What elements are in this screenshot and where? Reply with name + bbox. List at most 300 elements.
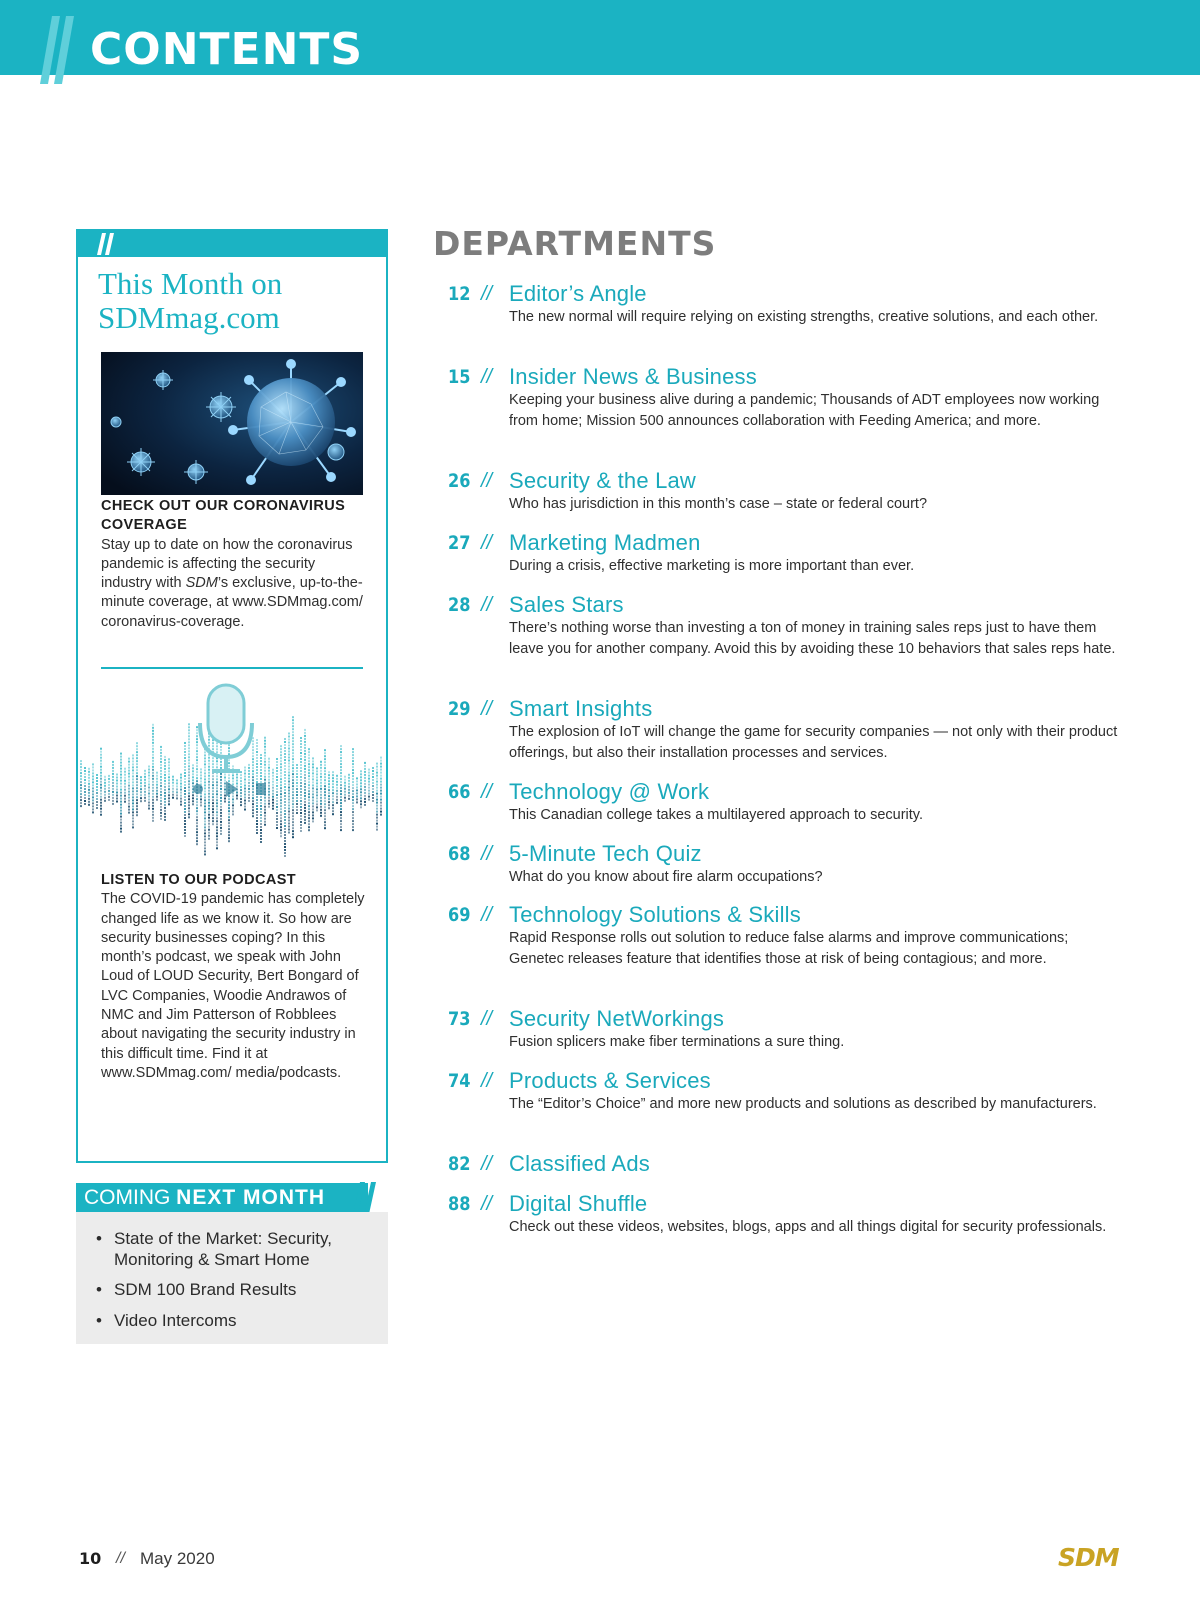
sound-wave-dot — [168, 770, 170, 772]
sound-wave-dot — [284, 831, 286, 833]
sound-wave-dot — [292, 827, 294, 829]
sound-wave-dot — [340, 829, 342, 831]
sound-wave-dot — [260, 796, 262, 798]
sound-wave-dot — [292, 824, 294, 826]
department-title[interactable]: Digital Shuffle — [509, 1191, 648, 1216]
sound-wave-dot — [188, 780, 190, 782]
sound-wave-dot — [292, 803, 294, 805]
department-title[interactable]: Sales Stars — [509, 592, 624, 617]
sound-wave-dot — [284, 819, 286, 821]
sound-wave-dot — [164, 807, 166, 809]
sound-wave-dot — [252, 746, 254, 748]
department-title[interactable]: 5-Minute Tech Quiz — [509, 841, 702, 866]
department-page-number: 27 — [448, 532, 471, 554]
sound-wave-dot — [304, 774, 306, 776]
sound-wave-dot — [212, 775, 214, 777]
sound-wave-dot — [380, 793, 382, 795]
sound-wave-dot — [280, 769, 282, 771]
sound-wave-dot — [352, 778, 354, 780]
sound-wave-dot — [360, 791, 362, 793]
sound-wave-dot — [152, 772, 154, 774]
sound-wave-dot — [368, 778, 370, 780]
department-title[interactable]: Security NetWorkings — [509, 1006, 725, 1031]
next-month-label: NEXT MONTH — [176, 1186, 325, 1209]
sound-wave-dot — [268, 761, 270, 763]
sound-wave-dot — [204, 826, 206, 828]
sound-wave-dot — [324, 773, 326, 775]
sound-wave-dot — [352, 769, 354, 771]
sound-wave-dot — [228, 834, 230, 836]
sound-wave-dot — [352, 820, 354, 822]
sound-wave-dot — [380, 784, 382, 786]
sound-wave-dot — [340, 760, 342, 762]
sound-wave-dot — [200, 771, 202, 773]
sound-wave-dot — [276, 824, 278, 826]
sound-wave-dot — [292, 728, 294, 730]
sound-wave-dot — [316, 788, 318, 790]
sound-wave-dot — [220, 800, 222, 802]
sound-wave-dot — [208, 814, 210, 816]
sound-wave-dot — [160, 794, 162, 796]
sound-wave-dot — [252, 797, 254, 799]
sound-wave-dot — [280, 820, 282, 822]
sound-wave-dot — [304, 771, 306, 773]
sound-wave-dot — [324, 794, 326, 796]
sound-wave-dot — [152, 799, 154, 801]
sound-wave-dot — [376, 784, 378, 786]
sound-wave-dot — [352, 808, 354, 810]
sound-wave-dot — [188, 723, 190, 725]
sound-wave-dot — [156, 790, 158, 792]
sound-wave-dot — [260, 826, 262, 828]
sound-wave-dot — [324, 815, 326, 817]
department-separator: // — [481, 1008, 493, 1030]
sound-wave-dot — [180, 780, 182, 782]
sound-wave-dot — [216, 763, 218, 765]
sound-wave-dot — [100, 808, 102, 810]
list-item-text: SDM 100 Brand Results — [114, 1280, 297, 1299]
sound-wave-dot — [136, 796, 138, 798]
sound-wave-dot — [308, 799, 310, 801]
sound-wave-dot — [284, 744, 286, 746]
sound-wave-dot — [124, 792, 126, 794]
department-title[interactable]: Smart Insights — [509, 696, 653, 721]
sound-wave-dot — [356, 792, 358, 794]
sound-wave-dot — [216, 787, 218, 789]
sound-wave-dot — [212, 763, 214, 765]
sound-wave-dot — [204, 787, 206, 789]
sound-wave-dot — [300, 737, 302, 739]
sound-wave-dot — [96, 798, 98, 800]
sound-wave-dot — [212, 790, 214, 792]
sound-wave-dot — [252, 806, 254, 808]
sound-wave-dot — [204, 814, 206, 816]
sound-wave-dot — [216, 838, 218, 840]
sound-wave-dot — [180, 789, 182, 791]
sound-wave-dot — [192, 779, 194, 781]
sound-wave-dot — [256, 748, 258, 750]
sound-wave-dot — [284, 843, 286, 845]
sound-wave-dot — [252, 815, 254, 817]
sound-wave-dot — [184, 811, 186, 813]
sound-wave-dot — [376, 826, 378, 828]
sound-wave-dot — [308, 751, 310, 753]
sound-wave-dot — [300, 803, 302, 805]
sound-wave-dot — [344, 794, 346, 796]
sound-wave-dot — [148, 769, 150, 771]
sound-wave-dot — [324, 821, 326, 823]
sound-wave-dot — [340, 769, 342, 771]
sound-wave-dot — [120, 783, 122, 785]
sound-wave-dot — [300, 779, 302, 781]
sound-wave-dot — [236, 780, 238, 782]
sound-wave-dot — [148, 781, 150, 783]
sound-wave-dot — [96, 783, 98, 785]
sound-wave-dot — [300, 815, 302, 817]
sound-wave-dot — [232, 777, 234, 779]
sound-wave-dot — [200, 777, 202, 779]
sound-wave-dot — [292, 800, 294, 802]
sound-wave-dot — [264, 818, 266, 820]
sound-wave-dot — [268, 794, 270, 796]
sound-wave-dot — [340, 820, 342, 822]
sound-wave-dot — [152, 817, 154, 819]
sound-wave-dot — [272, 802, 274, 804]
sound-wave-dot — [140, 785, 142, 787]
sound-wave-dot — [228, 774, 230, 776]
sound-wave-dot — [256, 739, 258, 741]
sound-wave-dot — [372, 800, 374, 802]
sound-wave-dot — [120, 789, 122, 791]
podcast-controls — [193, 781, 266, 797]
sound-wave-dot — [372, 773, 374, 775]
sound-wave-dot — [340, 775, 342, 777]
sound-wave-dot — [148, 772, 150, 774]
sound-wave-dot — [96, 792, 98, 794]
sound-wave-dot — [192, 803, 194, 805]
coronavirus-body-link[interactable]: ’s exclusive, up-to-the-minute coverage, at www.SDMmag.com/ coronavirus-coverage. — [101, 575, 363, 630]
sound-wave-dot — [292, 719, 294, 721]
sound-wave-dot — [224, 801, 226, 803]
sound-wave-dot — [292, 818, 294, 820]
sound-wave-dot — [288, 832, 290, 834]
sound-wave-dot — [232, 807, 234, 809]
department-title[interactable]: Products & Services — [509, 1068, 711, 1093]
sound-wave-dot — [216, 802, 218, 804]
sound-wave-dot — [268, 782, 270, 784]
sound-wave-dot — [328, 807, 330, 809]
sound-wave-dot — [332, 771, 334, 773]
sound-wave-dot — [80, 802, 82, 804]
sound-wave-dot — [364, 765, 366, 767]
sound-wave-dot — [280, 781, 282, 783]
sound-wave-dot — [372, 788, 374, 790]
department-title[interactable]: Marketing Madmen — [509, 530, 701, 555]
sound-wave-dot — [208, 775, 210, 777]
sound-wave-dot — [284, 801, 286, 803]
sound-wave-dot — [128, 809, 130, 811]
sound-wave-dot — [368, 787, 370, 789]
sound-wave-dot — [144, 773, 146, 775]
sound-wave-dot — [196, 840, 198, 842]
sound-wave-dot — [288, 793, 290, 795]
sound-wave-dot — [96, 777, 98, 779]
sound-wave-dot — [272, 772, 274, 774]
sound-wave-dot — [328, 777, 330, 779]
department-title[interactable]: Technology Solutions & Skills — [509, 902, 801, 927]
sound-wave-dot — [216, 829, 218, 831]
sound-wave-dot — [212, 778, 214, 780]
sound-wave-dot — [360, 770, 362, 772]
sound-wave-dot — [140, 782, 142, 784]
sound-wave-dot — [240, 798, 242, 800]
department-title[interactable]: Security & the Law — [509, 468, 697, 493]
sound-wave-dot — [152, 727, 154, 729]
sound-wave-dot — [180, 795, 182, 797]
sound-wave-dot — [284, 771, 286, 773]
sound-wave-dot — [260, 766, 262, 768]
sound-wave-dot — [368, 784, 370, 786]
sound-wave-dot — [304, 792, 306, 794]
sound-wave-dot — [136, 763, 138, 765]
sound-wave-dot — [376, 766, 378, 768]
sound-wave-dot — [304, 789, 306, 791]
sound-wave-dot — [300, 758, 302, 760]
sound-wave-dot — [288, 775, 290, 777]
department-title[interactable]: Classified Ads — [509, 1151, 650, 1176]
sound-wave-dot — [152, 760, 154, 762]
sound-wave-dot — [264, 737, 266, 739]
sound-wave-dot — [148, 802, 150, 804]
sound-wave-dot — [132, 784, 134, 786]
sound-wave-dot — [304, 786, 306, 788]
sound-wave-dot — [372, 794, 374, 796]
sound-wave-dot — [324, 770, 326, 772]
sound-wave-dot — [80, 760, 82, 762]
sound-wave-dot — [88, 804, 90, 806]
sound-wave-dot — [188, 729, 190, 731]
sound-wave-dot — [152, 802, 154, 804]
sound-wave-dot — [340, 823, 342, 825]
sound-wave-dot — [252, 767, 254, 769]
sound-wave-dot — [252, 794, 254, 796]
sound-wave-dot — [164, 804, 166, 806]
sound-wave-dot — [104, 797, 106, 799]
department-title[interactable]: Editor’s Angle — [509, 281, 647, 306]
sound-wave-dot — [200, 774, 202, 776]
sound-wave-dot — [292, 743, 294, 745]
sound-wave-dot — [260, 781, 262, 783]
sound-wave-dot — [104, 782, 106, 784]
sound-wave-dot — [284, 753, 286, 755]
sound-wave-dot — [288, 769, 290, 771]
sound-wave-dot — [252, 743, 254, 745]
sound-wave-dot — [204, 829, 206, 831]
sound-wave-dot — [188, 783, 190, 785]
sound-wave-dot — [308, 778, 310, 780]
sound-wave-image[interactable] — [78, 679, 386, 869]
sound-wave-dot — [364, 762, 366, 764]
sound-wave-dot — [280, 808, 282, 810]
sound-wave-dot — [184, 766, 186, 768]
coronavirus-image[interactable] — [101, 352, 363, 495]
sound-wave-dot — [296, 809, 298, 811]
sound-wave-dot — [204, 844, 206, 846]
sound-wave-dot — [268, 788, 270, 790]
sound-wave-dot — [228, 810, 230, 812]
department-page-number: 68 — [448, 843, 471, 865]
sound-wave-dot — [332, 792, 334, 794]
sound-wave-dot — [148, 796, 150, 798]
sound-wave-dot — [120, 786, 122, 788]
sound-wave-dot — [208, 790, 210, 792]
sound-wave-dot — [180, 786, 182, 788]
sound-wave-dot — [184, 763, 186, 765]
sound-wave-dot — [204, 847, 206, 849]
department-description: The explosion of IoT will change the game for security companies — not only with their product offerings, but also their installation processes and services. — [509, 724, 1118, 761]
sound-wave-dot — [132, 805, 134, 807]
sound-wave-dot — [184, 748, 186, 750]
sound-wave-dot — [364, 774, 366, 776]
sound-wave-dot — [196, 837, 198, 839]
sound-wave-dot — [188, 789, 190, 791]
sound-wave-dot — [160, 797, 162, 799]
sound-wave-dot — [80, 769, 82, 771]
sound-wave-dot — [260, 760, 262, 762]
sound-wave-dot — [212, 781, 214, 783]
sound-wave-dot — [216, 817, 218, 819]
sound-wave-dot — [148, 775, 150, 777]
sound-wave-dot — [288, 736, 290, 738]
sound-wave-dot — [136, 754, 138, 756]
sound-wave-dot — [276, 818, 278, 820]
sound-wave-dot — [376, 799, 378, 801]
sound-wave-dot — [284, 780, 286, 782]
sound-wave-dot — [284, 741, 286, 743]
sound-wave-dot — [120, 780, 122, 782]
sound-wave-dot — [216, 805, 218, 807]
sound-wave-dot — [216, 766, 218, 768]
sound-wave-dot — [360, 788, 362, 790]
sound-wave-dot — [264, 761, 266, 763]
sound-wave-dot — [164, 801, 166, 803]
sound-wave-dot — [324, 752, 326, 754]
sound-wave-dot — [300, 797, 302, 799]
sound-wave-dot — [208, 787, 210, 789]
sound-wave-dot — [312, 766, 314, 768]
sound-wave-dot — [164, 792, 166, 794]
sound-wave-dot — [272, 808, 274, 810]
department-separator: // — [481, 781, 493, 803]
sound-wave-dot — [272, 796, 274, 798]
sound-wave-dot — [132, 781, 134, 783]
sound-wave-dot — [128, 758, 130, 760]
sound-wave-dot — [296, 800, 298, 802]
sound-wave-dot — [276, 773, 278, 775]
sound-wave-dot — [196, 735, 198, 737]
sound-wave-dot — [152, 790, 154, 792]
sound-wave-dot — [172, 785, 174, 787]
podcast-block — [101, 871, 369, 1083]
sound-wave-dot — [300, 782, 302, 784]
department-title[interactable]: Technology @ Work — [509, 779, 710, 804]
sound-wave-dot — [188, 768, 190, 770]
sound-wave-dot — [256, 796, 258, 798]
sound-wave-dot — [288, 802, 290, 804]
sound-wave-dot — [376, 781, 378, 783]
sound-wave-dot — [112, 797, 114, 799]
sound-wave-dot — [100, 757, 102, 759]
sound-wave-dot — [292, 731, 294, 733]
sound-wave-dot — [332, 783, 334, 785]
sound-wave-dot — [304, 795, 306, 797]
sound-wave-dot — [244, 800, 246, 802]
sound-wave-dot — [340, 751, 342, 753]
sound-wave-dot — [284, 813, 286, 815]
sound-wave-dot — [296, 776, 298, 778]
sound-wave-dot — [168, 785, 170, 787]
sound-wave-dot — [260, 769, 262, 771]
sound-wave-dot — [340, 817, 342, 819]
sound-wave-dot — [260, 820, 262, 822]
sound-wave-dot — [80, 805, 82, 807]
sound-wave-dot — [144, 770, 146, 772]
sound-wave-dot — [332, 795, 334, 797]
sidebar-divider — [101, 667, 363, 669]
sound-wave-dot — [304, 822, 306, 824]
sound-wave-dot — [288, 742, 290, 744]
sound-wave-dot — [304, 798, 306, 800]
sound-wave-dot — [196, 741, 198, 743]
sound-wave-dot — [352, 781, 354, 783]
sound-wave-dot — [252, 758, 254, 760]
sound-wave-dot — [120, 801, 122, 803]
sound-wave-dot — [260, 832, 262, 834]
sound-wave-dot — [184, 835, 186, 837]
sound-wave-dot — [268, 773, 270, 775]
sound-wave-dot — [228, 777, 230, 779]
sound-wave-dot — [112, 776, 114, 778]
sound-wave-dot — [352, 802, 354, 804]
sound-wave-dot — [332, 813, 334, 815]
sound-wave-dot — [152, 805, 154, 807]
sound-wave-dot — [304, 750, 306, 752]
sound-wave-dot — [308, 775, 310, 777]
department-title[interactable]: Insider News & Business — [509, 364, 757, 389]
sound-wave-dot — [320, 782, 322, 784]
sound-wave-dot — [152, 766, 154, 768]
sound-wave-dot — [228, 837, 230, 839]
sound-wave-dot — [324, 806, 326, 808]
sound-wave-dot — [264, 743, 266, 745]
department-description: The “Editor’s Choice” and more new products and solutions as described by manufacturers. — [509, 1096, 1097, 1112]
page-title: CONTENTS — [90, 24, 364, 75]
sound-wave-dot — [240, 774, 242, 776]
sound-wave-dot — [324, 779, 326, 781]
sound-wave-dot — [132, 793, 134, 795]
sound-wave-dot — [340, 793, 342, 795]
sound-wave-dot — [96, 807, 98, 809]
sound-wave-dot — [232, 795, 234, 797]
sound-wave-dot — [320, 806, 322, 808]
sound-wave-dot — [304, 780, 306, 782]
sound-wave-dot — [252, 749, 254, 751]
sound-wave-dot — [176, 785, 178, 787]
sound-wave-dot — [184, 793, 186, 795]
sound-wave-dot — [152, 754, 154, 756]
sound-wave-dot — [316, 770, 318, 772]
sound-wave-dot — [180, 774, 182, 776]
